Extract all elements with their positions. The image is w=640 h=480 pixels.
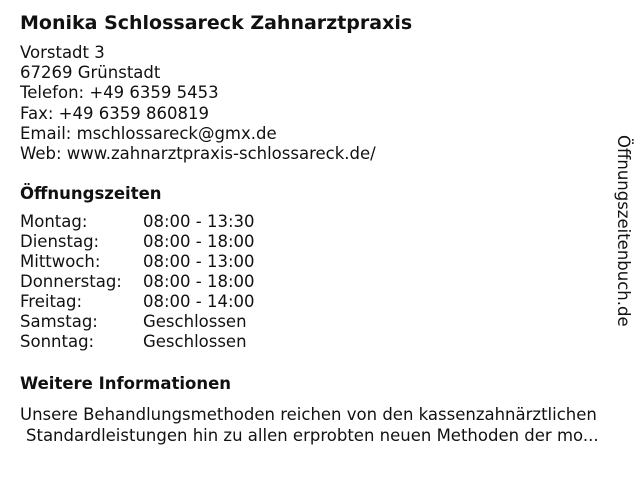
hours-value: 08:00 - 14:00 bbox=[143, 292, 255, 311]
hours-value: 08:00 - 18:00 bbox=[143, 272, 255, 291]
further-information-heading: Weitere Informationen bbox=[20, 374, 232, 393]
hours-row-wednesday bbox=[20, 252, 255, 272]
description-line: Unsere Behandlungsmethoden reichen von den kassenzahnärztlichen bbox=[20, 405, 597, 424]
hours-row-tuesday bbox=[20, 232, 255, 252]
hours-row-monday bbox=[20, 212, 255, 232]
hours-value: 08:00 - 18:00 bbox=[143, 232, 255, 251]
practice-name: Monika Schlossareck Zahnarztpraxis bbox=[20, 12, 413, 34]
hours-value: Geschlossen bbox=[143, 312, 247, 331]
brand-vertical-text: Öffnungszeitenbuch.de bbox=[614, 135, 633, 327]
day-label: Montag: bbox=[20, 212, 88, 231]
hours-row-thursday bbox=[20, 272, 255, 292]
contact-block bbox=[20, 43, 376, 164]
hours-row-sunday bbox=[20, 332, 255, 352]
hours-row-saturday bbox=[20, 312, 255, 332]
website-address: Web: www.zahnarztpraxis-schlossareck.de/ bbox=[20, 143, 376, 163]
street-address: Vorstadt 3 bbox=[20, 43, 105, 62]
day-label: Freitag: bbox=[20, 292, 83, 311]
hours-value: Geschlossen bbox=[143, 332, 247, 351]
day-label: Sonntag: bbox=[20, 332, 95, 351]
description-line: Standardleistungen hin zu allen erprobten neuen Methoden der mo... bbox=[26, 426, 599, 445]
phone-number: Telefon: +49 6359 5453 bbox=[20, 83, 219, 103]
city-postal-code: 67269 Grünstadt bbox=[20, 63, 161, 83]
day-label: Samstag: bbox=[20, 312, 98, 331]
fax-number: Fax: +49 6359 860819 bbox=[20, 103, 209, 123]
opening-hours-list bbox=[20, 212, 255, 352]
day-label: Donnerstag: bbox=[20, 272, 122, 291]
hours-value: 08:00 - 13:00 bbox=[143, 252, 255, 271]
day-label: Mittwoch: bbox=[20, 252, 101, 271]
practice-description bbox=[20, 404, 630, 446]
email-address: Email: mschlossareck@gmx.de bbox=[20, 123, 277, 143]
hours-value: 08:00 - 13:30 bbox=[143, 212, 255, 231]
day-label: Dienstag: bbox=[20, 232, 100, 251]
opening-hours-heading: Öffnungszeiten bbox=[20, 184, 162, 203]
hours-row-friday bbox=[20, 292, 255, 312]
